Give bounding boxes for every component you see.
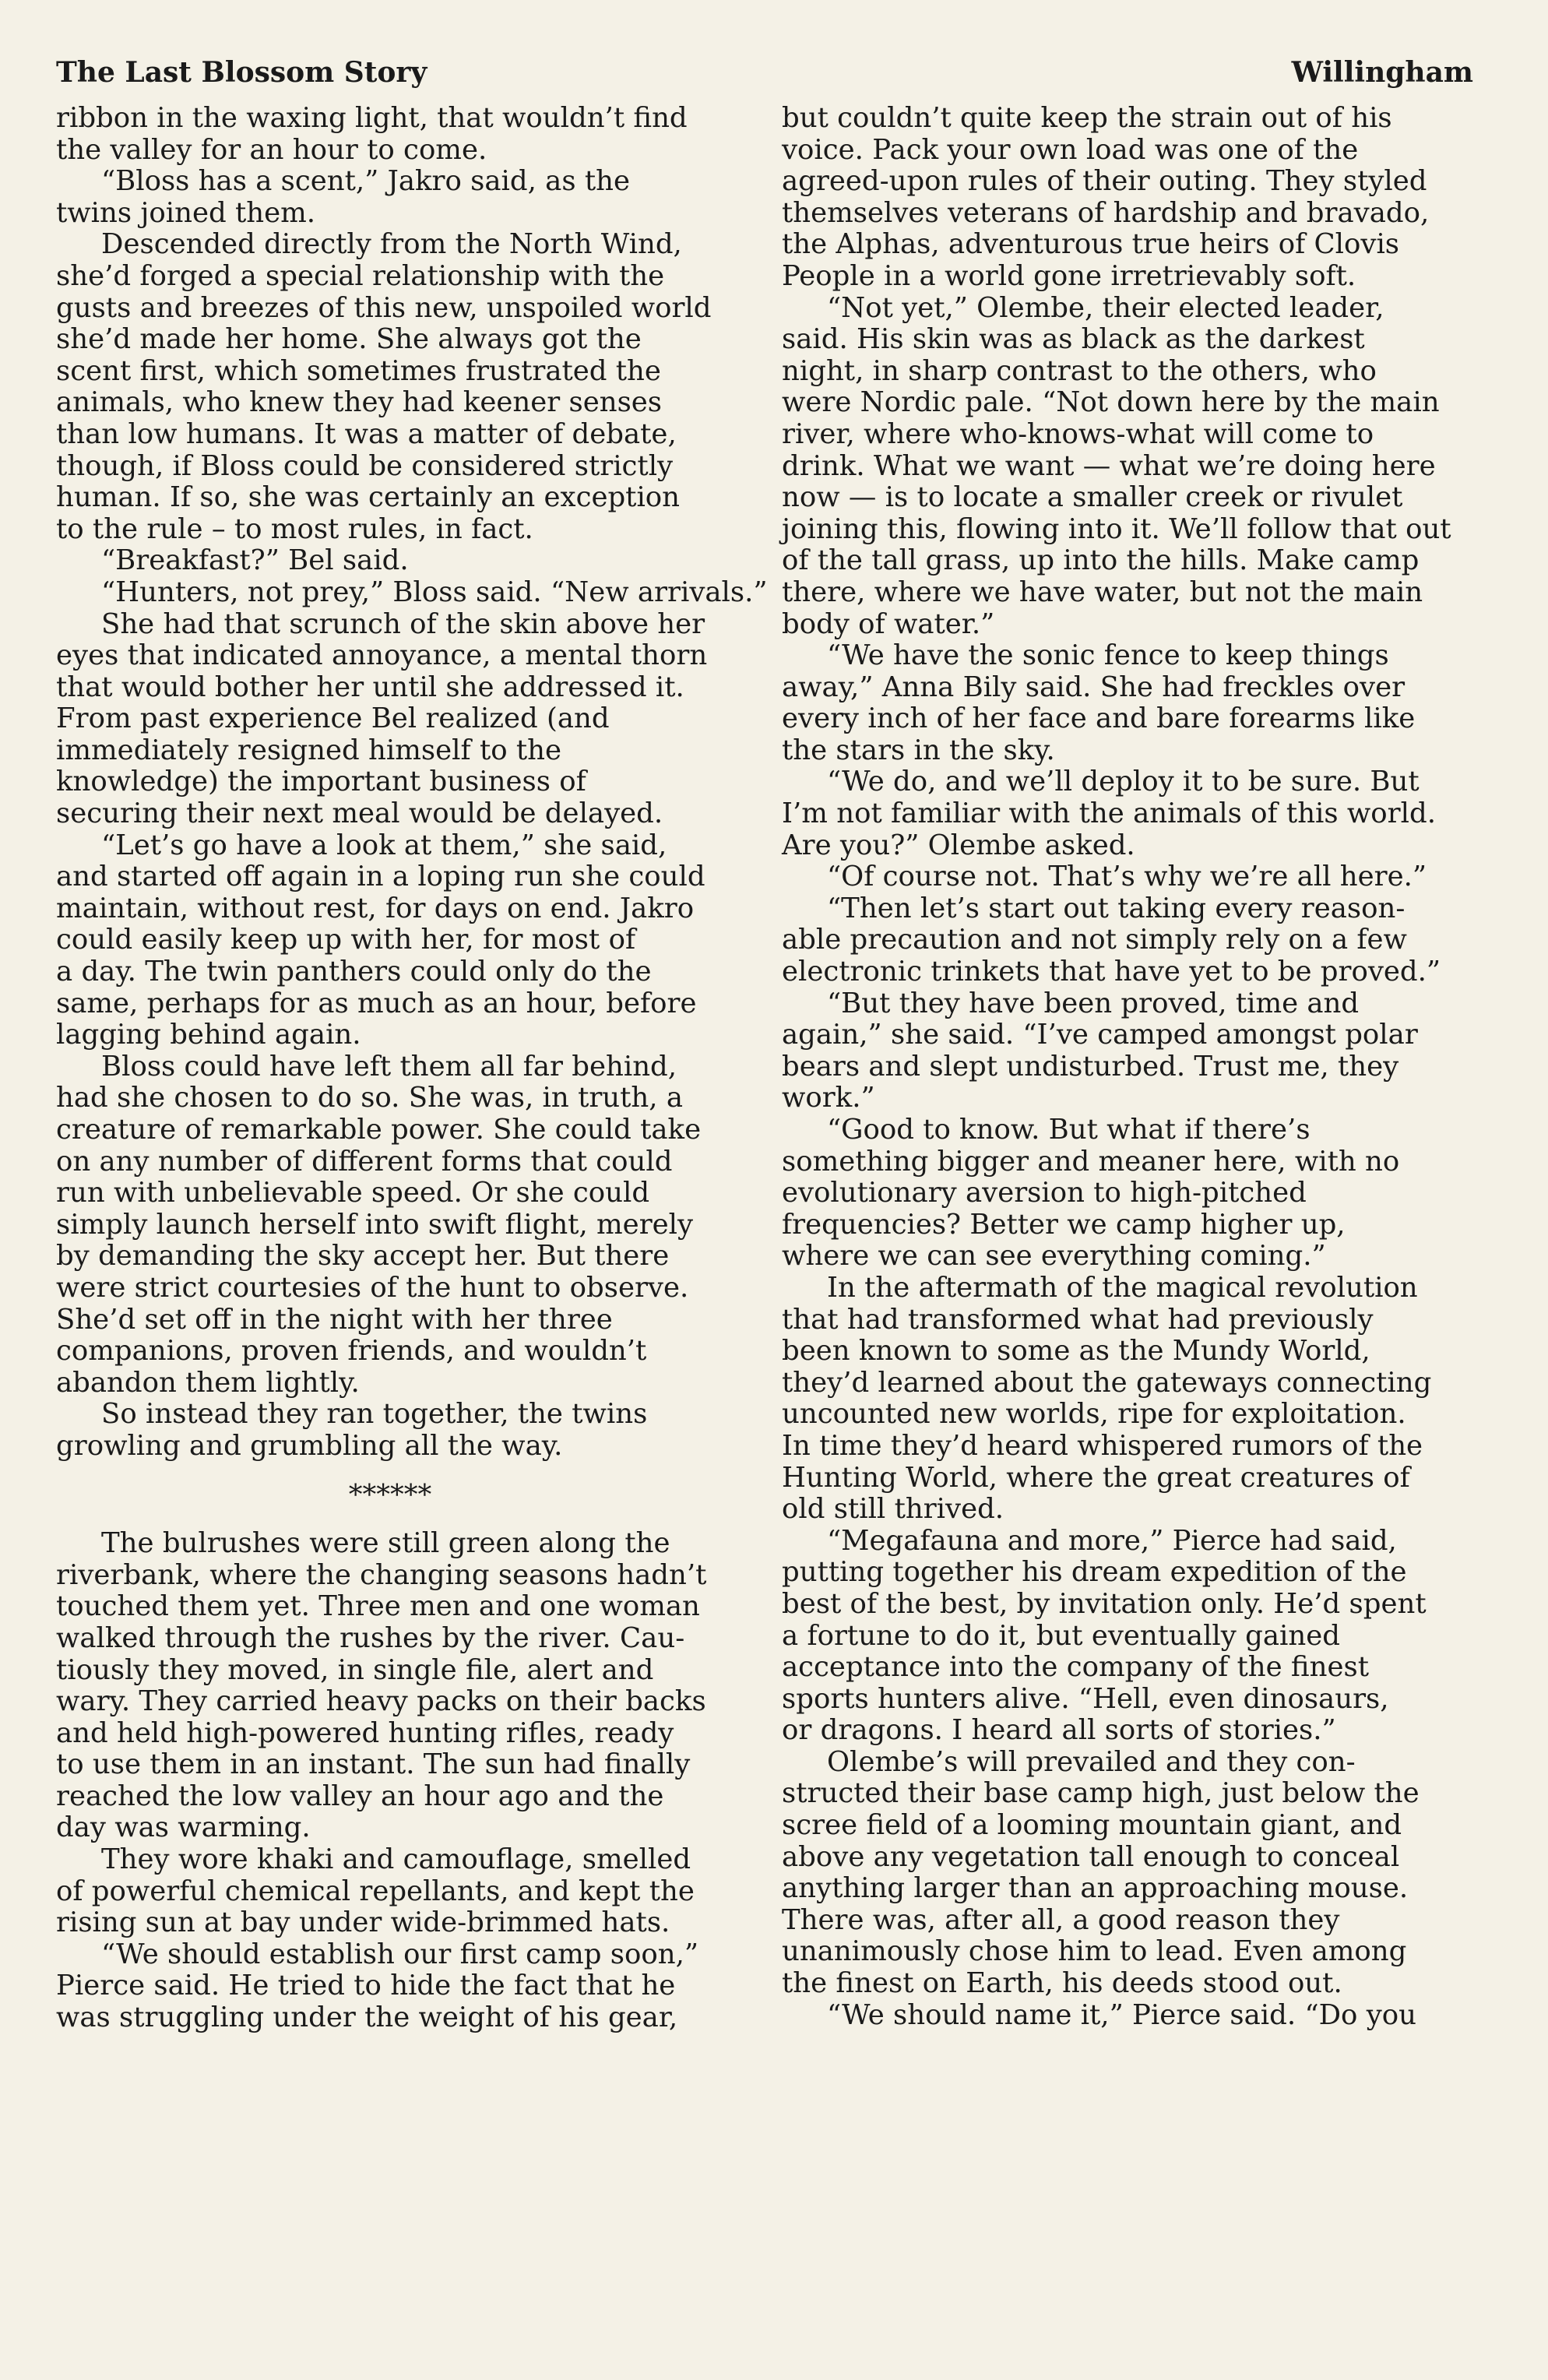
text-line: The bulrushes were still green along the xyxy=(101,1527,670,1560)
text-line: Pierce said. He tried to hide the fact that he xyxy=(56,1970,676,2002)
text-line: away,” Anna Bily said. She had freckles over xyxy=(782,671,1406,703)
text-line: tiously they moved, in single file, alert and xyxy=(56,1653,654,1686)
text-line: twins joined them. xyxy=(56,196,316,229)
text-line: old still thrived. xyxy=(782,1493,1004,1526)
text-line: where we can see everything coming.” xyxy=(782,1240,1326,1273)
text-line: there, where we have water, but not the main xyxy=(782,576,1423,608)
text-line: creature of remarkable power. She could take xyxy=(56,1114,702,1146)
text-line: “Let’s go have a look at them,” she said, xyxy=(101,829,667,861)
text-line: were strict courtesies of the hunt to observe. xyxy=(56,1271,689,1304)
text-line: She’d set off in the night with her three xyxy=(56,1303,613,1336)
text-line: same, perhaps for as much as an hour, before xyxy=(56,987,697,1019)
story-title: The Last Blossom Story xyxy=(56,56,427,89)
text-line: or dragons. I heard all sorts of stories.” xyxy=(782,1714,1336,1747)
section-break: ****** xyxy=(348,1478,432,1511)
text-line: I’m not familiar with the animals of this world. xyxy=(782,797,1437,830)
text-line: could easily keep up with her, for most of xyxy=(56,924,636,956)
text-line: on any number of different forms that could xyxy=(56,1145,673,1178)
text-line: “But they have been proved, time and xyxy=(827,987,1360,1019)
text-line: was struggling under the weight of his gear, xyxy=(56,2002,678,2034)
text-line: In time they’d heard whispered rumors of the xyxy=(782,1429,1423,1462)
text-line: Hunting World, where the great creatures of xyxy=(782,1461,1410,1494)
text-line: “We have the sonic fence to keep things xyxy=(827,639,1389,672)
text-line: the Alphas, adventurous true heirs of Clovis xyxy=(782,228,1400,261)
text-line: putting together his dream expedition of the xyxy=(782,1556,1407,1589)
text-line: agreed-upon rules of their outing. They styled xyxy=(782,165,1427,198)
text-column-right xyxy=(782,103,1450,2031)
text-line: reached the low valley an hour ago and the xyxy=(56,1780,664,1812)
text-line: drink. What we want — what we’re doing here xyxy=(782,449,1436,482)
text-line: She had that scrunch of the skin above her xyxy=(101,607,705,640)
text-line: evolutionary aversion to high-pitched xyxy=(782,1177,1307,1209)
text-line: day was warming. xyxy=(56,1811,311,1844)
text-line: “Megafauna and more,” Pierce had said, xyxy=(827,1524,1397,1557)
text-line: “Good to know. But what if there’s xyxy=(827,1114,1311,1146)
text-line: themselves veterans of hardship and bravado, xyxy=(782,196,1430,229)
text-line: best of the best, by invitation only. He’d spent xyxy=(782,1587,1427,1620)
text-line: a fortune to do it, but eventually gained xyxy=(782,1619,1340,1652)
text-line: “Of course not. That’s why we’re all here.” xyxy=(827,861,1427,893)
text-line: bears and slept undisturbed. Trust me, they xyxy=(782,1050,1399,1083)
text-line: From past experience Bel realized (and xyxy=(56,702,610,735)
text-line: of powerful chemical repellants, and kept the xyxy=(56,1875,695,1907)
text-line: that would bother her until she addressed it. xyxy=(56,671,684,703)
text-line: were Nordic pale. “Not down here by the main xyxy=(782,386,1440,419)
running-header xyxy=(56,53,1473,92)
text-line: simply launch herself into swift flight, merely xyxy=(56,1208,694,1241)
text-line: lagging behind again. xyxy=(56,1019,361,1051)
text-line: acceptance into the company of the finest xyxy=(782,1651,1369,1684)
text-line: work.” xyxy=(782,1082,875,1114)
text-line: “Breakfast?” Bel said. xyxy=(101,544,409,577)
text-line: In the aftermath of the magical revolution xyxy=(827,1271,1418,1304)
text-line: able precaution and not simply rely on a few xyxy=(782,924,1407,956)
text-line: something bigger and meaner here, with no xyxy=(782,1145,1400,1178)
text-line: “We do, and we’ll deploy it to be sure. But xyxy=(827,766,1420,798)
text-line: maintain, without rest, for days on end. Jakro xyxy=(56,892,695,924)
text-line: “Not yet,” Olembe, their elected leader, xyxy=(827,291,1384,324)
text-line: Descended directly from the North Wind, xyxy=(101,228,682,261)
text-line: the finest on Earth, his deeds stood out. xyxy=(782,1967,1342,2000)
text-line: had she chosen to do so. She was, in truth, a xyxy=(56,1082,684,1114)
text-line: securing their next meal would be delayed. xyxy=(56,797,663,830)
text-line: uncounted new worlds, ripe for exploitation. xyxy=(782,1398,1406,1431)
text-line: They wore khaki and camouflage, smelled xyxy=(101,1843,691,1876)
text-line: Olembe’s will prevailed and they con- xyxy=(827,1745,1356,1778)
text-line: the valley for an hour to come. xyxy=(56,133,487,166)
text-line: scree field of a looming mountain giant, and xyxy=(782,1809,1402,1842)
text-line: run with unbelievable speed. Or she could xyxy=(56,1177,650,1209)
text-line: again,” she said. “I’ve camped amongst polar xyxy=(782,1019,1418,1051)
text-line: abandon them lightly. xyxy=(56,1366,360,1399)
text-line: “Bloss has a scent,” Jakro said, as the xyxy=(101,165,630,198)
text-line: So instead they ran together, the twins xyxy=(101,1398,648,1431)
text-line: growling and grumbling all the way. xyxy=(56,1429,563,1462)
text-line: companions, proven friends, and wouldn’t xyxy=(56,1335,647,1368)
text-line: knowledge) the important business of xyxy=(56,766,586,798)
text-line: human. If so, she was certainly an exception xyxy=(56,481,681,514)
text-line: “We should establish our first camp soon,” xyxy=(101,1938,699,1970)
text-line: wary. They carried heavy packs on their backs xyxy=(56,1685,706,1718)
text-line: river, where who-knows-what will come to xyxy=(782,417,1374,450)
text-line: they’d learned about the gateways connecting xyxy=(782,1366,1432,1399)
text-line: People in a world gone irretrievably soft. xyxy=(782,259,1356,292)
text-line: to the rule – to most rules, in fact. xyxy=(56,512,533,545)
text-line: There was, after all, a good reason they xyxy=(782,1903,1340,1936)
text-line: body of water.” xyxy=(782,607,995,640)
text-line: and started off again in a loping run she could xyxy=(56,861,705,893)
text-line: been known to some as the Mundy World, xyxy=(782,1335,1370,1368)
text-line: she’d made her home. She always got the xyxy=(56,323,642,356)
text-line: she’d forged a special relationship with the xyxy=(56,259,665,292)
text-line: gusts and breezes of this new, unspoiled world xyxy=(56,291,712,324)
text-line: that had transformed what had previously xyxy=(782,1303,1374,1336)
text-line: riverbank, where the changing seasons hadn’t xyxy=(56,1558,707,1591)
text-line: Are you?” Olembe asked. xyxy=(782,829,1135,861)
text-line: a day. The twin panthers could only do the xyxy=(56,956,652,988)
text-line: immediately resigned himself to the xyxy=(56,734,562,766)
text-line: eyes that indicated annoyance, a mental thorn xyxy=(56,639,708,672)
text-line: electronic trinkets that have yet to be proved.” xyxy=(782,956,1441,988)
text-line: and held high-powered hunting rifles, ready xyxy=(56,1716,674,1749)
text-line: than low humans. It was a matter of debate, xyxy=(56,417,677,450)
text-line: said. His skin was as black as the darkest xyxy=(782,323,1365,356)
text-line: ribbon in the waxing light, that wouldn’t find xyxy=(56,102,688,134)
text-line: joining this, flowing into it. We’ll follow that out xyxy=(782,512,1451,545)
text-line: “Hunters, not prey,” Bloss said. “New arrivals.” xyxy=(101,576,768,608)
text-line: every inch of her face and bare forearms like xyxy=(782,702,1416,735)
text-line: “Then let’s start out taking every reason- xyxy=(827,892,1406,924)
author-name: Willingham xyxy=(1291,56,1473,89)
text-line: by demanding the sky accept her. But there xyxy=(56,1240,670,1273)
text-line: above any vegetation tall enough to conceal xyxy=(782,1840,1400,1873)
text-line: Bloss could have left them all far behind, xyxy=(101,1050,677,1083)
text-line: frequencies? Better we camp higher up, xyxy=(782,1208,1346,1241)
text-line: walked through the rushes by the river. Cau- xyxy=(56,1621,685,1654)
text-line: now — is to locate a smaller creek or rivulet xyxy=(782,481,1403,514)
text-line: scent first, which sometimes frustrated the xyxy=(56,354,661,387)
text-line: the stars in the sky. xyxy=(782,734,1055,766)
text-line: night, in sharp contrast to the others, who xyxy=(782,354,1377,387)
text-line: “We should name it,” Pierce said. “Do you xyxy=(827,1998,1417,2031)
text-line: anything larger than an approaching mouse. xyxy=(782,1872,1409,1905)
text-line: touched them yet. Three men and one woman xyxy=(56,1590,700,1623)
text-line: animals, who knew they had keener senses xyxy=(56,386,663,419)
text-line: but couldn’t quite keep the strain out of his xyxy=(782,102,1392,134)
text-line: sports hunters alive. “Hell, even dinosaurs, xyxy=(782,1682,1389,1715)
text-line: unanimously chose him to lead. Even among xyxy=(782,1935,1407,1968)
text-line: to use them in an instant. The sun had finally xyxy=(56,1748,691,1781)
text-line: rising sun at bay under wide-brimmed hats. xyxy=(56,1906,670,1939)
text-line: voice. Pack your own load was one of the xyxy=(782,133,1359,166)
text-line: structed their base camp high, just below the xyxy=(782,1777,1420,1810)
text-line: though, if Bloss could be considered strictly xyxy=(56,449,674,482)
text-line: of the tall grass, up into the hills. Make camp xyxy=(782,544,1420,577)
text-column-left xyxy=(56,102,768,2034)
